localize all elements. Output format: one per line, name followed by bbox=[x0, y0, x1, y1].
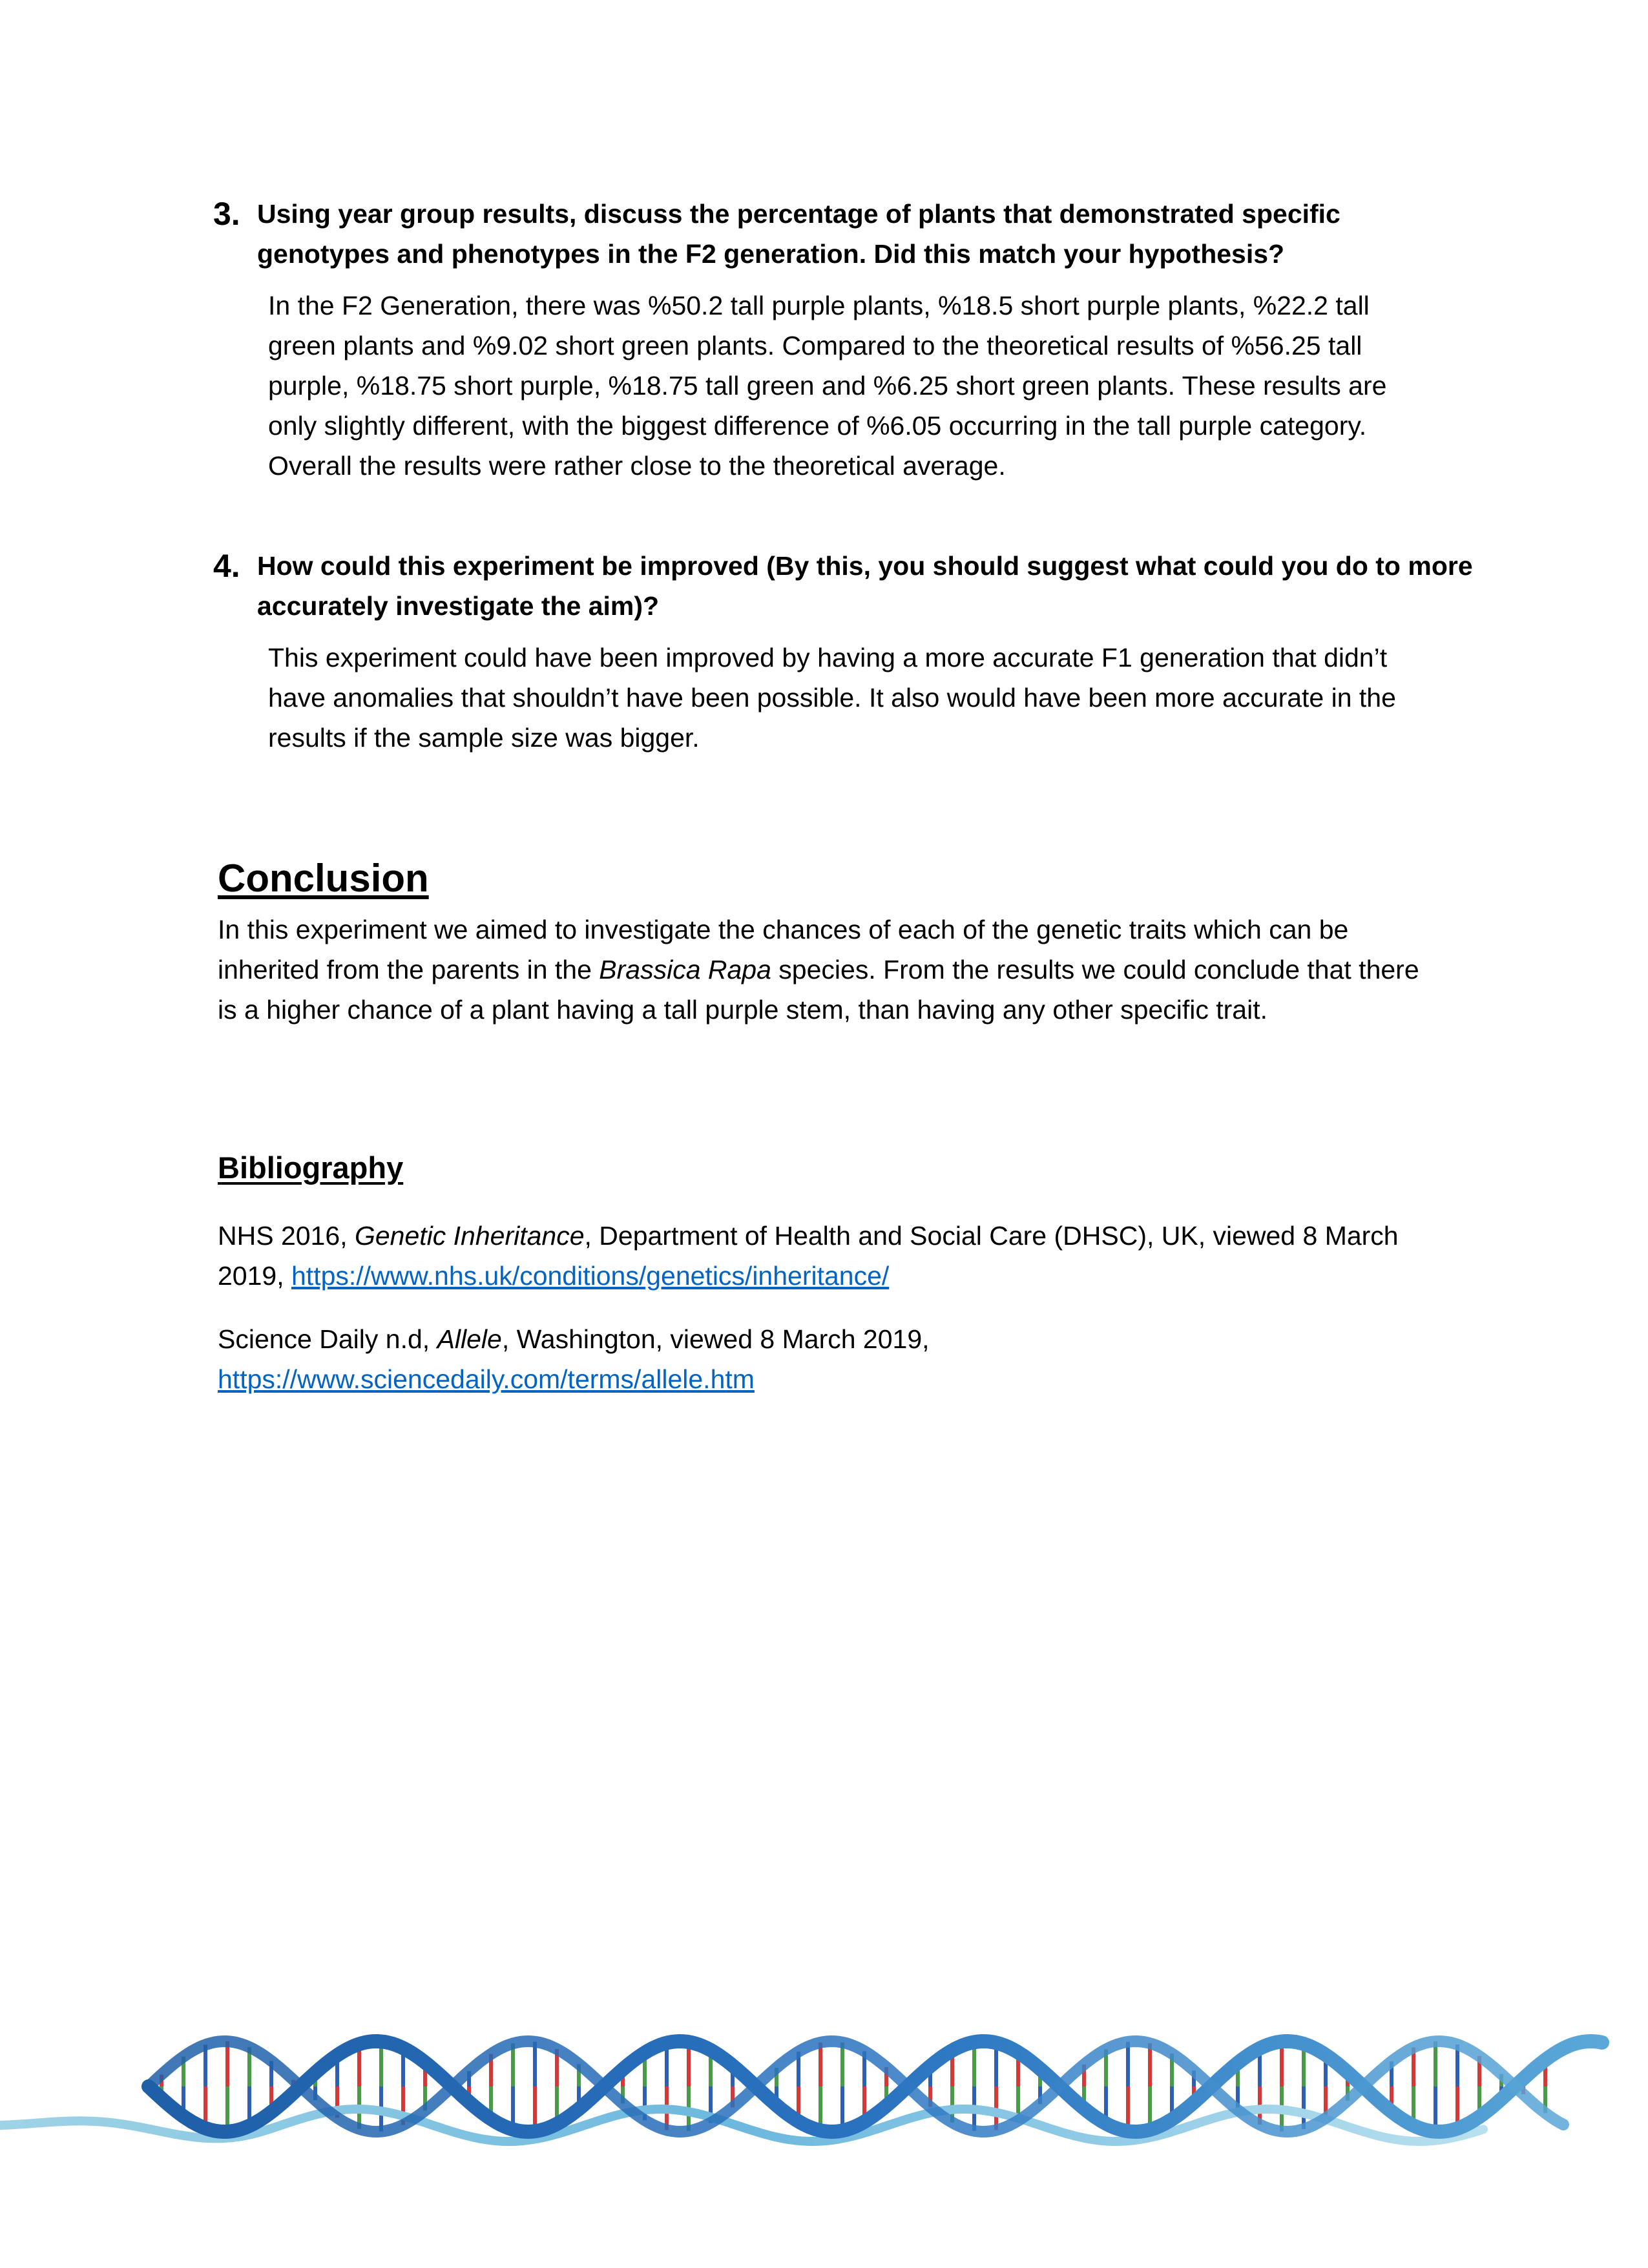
question-3-number: 3. bbox=[213, 196, 240, 232]
dna-helix-icon bbox=[0, 1990, 1648, 2170]
nhs-inheritance-link[interactable]: https://www.nhs.uk/conditions/genetics/inheritance/ bbox=[291, 1261, 890, 1291]
question-4-heading bbox=[213, 546, 1479, 626]
conclusion-text-end: species. From the results we could conclude that there is a higher chance of a plant having a tall purple stem, than having any other specific trait. bbox=[218, 955, 1419, 1025]
bib-entry-prefix: NHS 2016, bbox=[218, 1221, 355, 1251]
conclusion-text-start: In this experiment we aimed to investigate the chances of each of the genetic traits which can be inherited from the parents in the bbox=[218, 915, 1349, 984]
question-3 bbox=[213, 194, 1479, 486]
science-daily-allele-link[interactable]: https://www.sciencedaily.com/terms/allele.htm bbox=[218, 1364, 755, 1394]
question-4-text: How could this experiment be improved (By this, you should suggest what could you do to more accurately investigate the aim)? bbox=[257, 551, 1473, 621]
bib-entry-title: Genetic Inheritance bbox=[354, 1221, 585, 1251]
question-3-text: Using year group results, discuss the percentage of plants that demonstrated specific genotypes and phenotypes in the F2 generation. Did this match your hypothesis? bbox=[257, 199, 1340, 269]
bib-entry-prefix: Science Daily n.d, bbox=[218, 1324, 437, 1354]
question-4 bbox=[213, 546, 1479, 758]
conclusion-heading: Conclusion bbox=[218, 857, 429, 900]
question-4-number: 4. bbox=[213, 548, 240, 584]
question-3-heading bbox=[213, 194, 1479, 274]
question-4-answer: This experiment could have been improved by having a more accurate F1 generation that didn’t have anomalies that shouldn’t have been possible. It also would have been more accurate in the results if the sample size was bigger. bbox=[268, 643, 1396, 753]
question-3-answer: In the F2 Generation, there was %50.2 tall purple plants, %18.5 short purple plants, %22.2 tall green plants and %9.02 short green plants. Compared to the theoretical results of %56.25 tall purple, %18.75 short purple, %18.75 tall green and %6.25 short green plants. These results are only slightly different, with the biggest difference of %6.05 occurring in the tall purple category. Overall the results were rather close to the theoretical average. bbox=[268, 291, 1387, 481]
species-name: Brassica Rapa bbox=[599, 955, 771, 984]
bib-entry-title: Allele bbox=[437, 1324, 502, 1354]
bib-entry-details: , Department of Health and Social Care (DHSC), UK, viewed 8 March 2019, bbox=[218, 1221, 1399, 1291]
bibliography-heading: Bibliography bbox=[218, 1150, 404, 1185]
bib-entry-details: , Washington, viewed 8 March 2019, bbox=[501, 1324, 930, 1354]
bibliography-entry-science-daily bbox=[218, 1319, 1445, 1399]
conclusion-paragraph bbox=[218, 910, 1432, 1030]
bibliography-entry-nhs bbox=[218, 1216, 1445, 1296]
